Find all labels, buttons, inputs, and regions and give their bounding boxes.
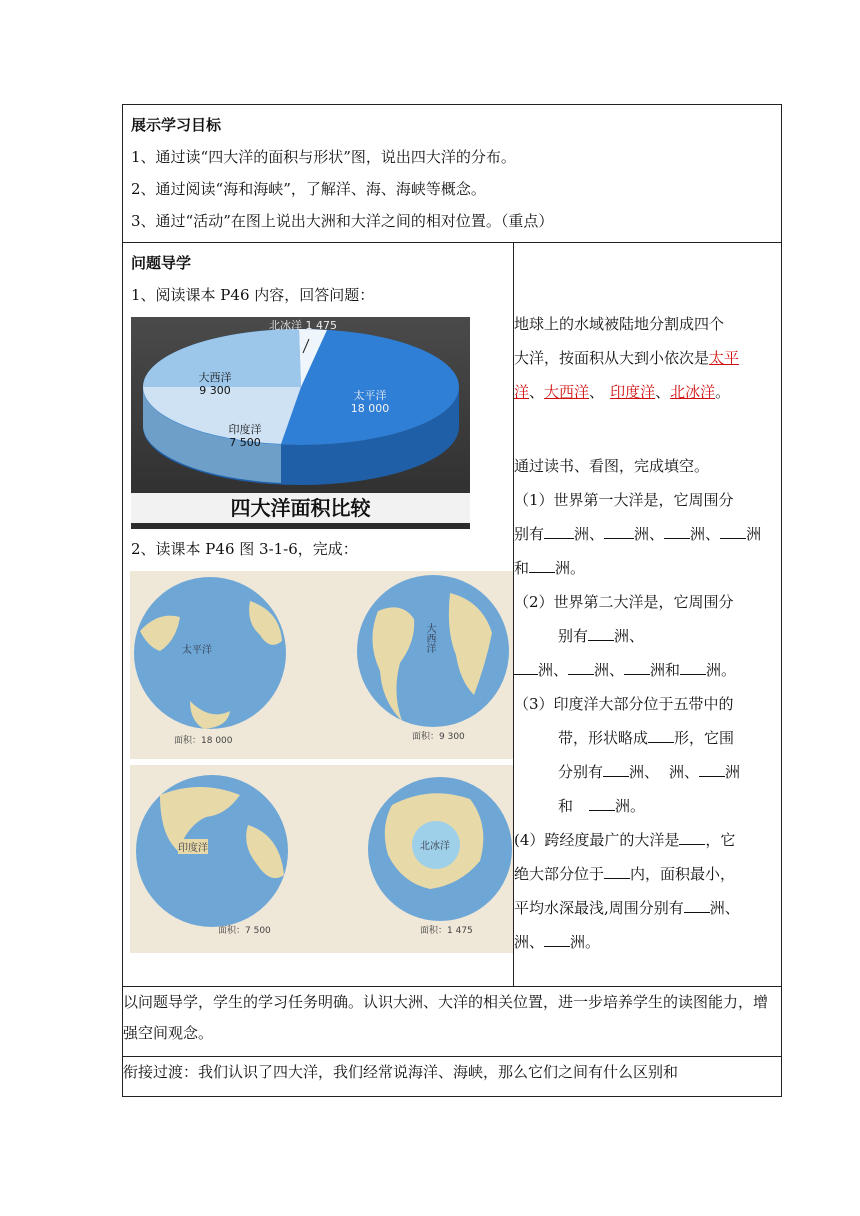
fill-blank	[603, 762, 629, 777]
fill-blank	[588, 626, 614, 641]
separator: 、	[589, 383, 605, 401]
q1-line-b	[514, 517, 781, 551]
answer-text: 洲。	[706, 661, 737, 679]
globe-label-pacific: 太平洋	[182, 645, 212, 656]
answer-text: 洲、	[634, 525, 665, 543]
q3-line-b	[514, 721, 781, 755]
pie-caption: 四大洋面积比较	[131, 493, 470, 523]
q2-line-c	[514, 653, 781, 687]
answer-text: 洲。	[570, 933, 601, 951]
pie-label-arctic: 北冰洋 1 475	[269, 319, 337, 332]
guide-question-2: 2、读课本 P46 图 3-1-6，完成：	[131, 540, 358, 558]
answer-panel-cell	[514, 243, 782, 987]
answer-text: 洲、	[690, 525, 721, 543]
answer-text: 别有	[514, 525, 545, 543]
fill-intro: 通过读书、看图，完成填空。	[514, 457, 710, 475]
ocean-area-pie-figure	[131, 317, 470, 529]
intro-text: 大洋，按面积从大到小依次是	[514, 349, 710, 367]
globe-label-atlantic: 大西洋	[424, 623, 435, 653]
answer-text: 洲。	[615, 797, 646, 815]
answer-text: 洲、	[538, 661, 569, 679]
answer-text: 洲	[746, 525, 762, 543]
answer-text: 洲、	[514, 933, 545, 951]
q3-line-c	[514, 755, 781, 789]
guide-title: 问题导学	[131, 254, 192, 272]
q3-line-a: （3）印度洋大部分位于五带中的	[514, 695, 734, 713]
pie-label-atlantic	[185, 371, 245, 397]
guide-cell	[123, 243, 514, 987]
pie-label-atlantic-name: 大西洋	[198, 371, 232, 384]
fill-blank	[720, 524, 746, 539]
globe-area-pacific: 面积：18 000	[174, 736, 233, 746]
answer-text: 内，面积最小，	[630, 865, 736, 883]
intro-line-3	[514, 375, 781, 409]
answer-text: 别有	[558, 627, 589, 645]
pie-label-pacific-name: 太平洋	[353, 389, 387, 402]
globe-area-arctic: 面积：1 475	[420, 926, 473, 936]
answer-text: 洲、	[709, 899, 740, 917]
answer-text: 洲、	[594, 661, 625, 679]
q4-line-c	[514, 891, 781, 925]
answer-text: 带，形状略成	[558, 729, 649, 747]
fill-blank	[544, 524, 574, 539]
pie-label-indian	[215, 423, 275, 449]
answer-text: 绝大部分位于	[514, 865, 605, 883]
fill-blank	[604, 864, 630, 879]
answer-text: 洲和	[650, 661, 681, 679]
fill-blank	[664, 524, 690, 539]
objectives-title: 展示学习目标	[131, 116, 222, 134]
lesson-plan-table	[122, 104, 782, 1097]
separator: 、	[529, 383, 545, 401]
pie-label-indian-name: 印度洋	[228, 423, 262, 436]
fill-blank	[624, 660, 650, 675]
answer-arctic: 北冰洋	[670, 383, 716, 401]
fill-blank	[679, 830, 705, 845]
summary-cell: 以问题导学，学生的学习任务明确。认识大洲、大洋的相关位置，进一步培养学生的读图能力，增强空间观念。	[123, 987, 782, 1057]
fill-blank	[529, 558, 555, 573]
globe-area-indian: 面积：7 500	[218, 926, 271, 936]
fill-blank	[699, 762, 725, 777]
fill-blank	[684, 898, 710, 913]
q1-line-c	[514, 551, 781, 585]
answer-text: 和	[558, 797, 574, 815]
answer-text: ，它	[705, 831, 736, 849]
q1-line-a: （1）世界第一大洋是，它周围分	[514, 491, 734, 509]
objectives-cell	[123, 105, 782, 243]
globe-maps-figure	[130, 571, 513, 953]
globe-indian-arctic-svg	[130, 765, 513, 945]
lesson-plan-page	[122, 104, 781, 1097]
fill-blank	[680, 660, 706, 675]
fill-blank	[568, 660, 594, 675]
objective-item-1: 1、通过读“四大洋的面积与形状”图，说出四大洋的分布。	[131, 148, 516, 166]
pie-label-atlantic-value: 9 300	[199, 384, 231, 397]
period: 。	[715, 383, 731, 401]
answer-text: 形，它围	[674, 729, 735, 747]
fill-blank	[514, 660, 538, 675]
answer-indian: 印度洋	[610, 383, 656, 401]
pie-label-pacific	[335, 389, 405, 415]
fill-blank	[589, 796, 615, 811]
answer-text: 洲、	[629, 763, 660, 781]
answer-text: 分别有	[558, 763, 604, 781]
transition-cell: 衔接过渡：我们认识了四大洋，我们经常说海洋、海峡，那么它们之间有什么区别和	[123, 1057, 782, 1097]
answer-text: 洲、	[614, 627, 645, 645]
fill-blank	[648, 728, 674, 743]
intro-line-1: 地球上的水域被陆地分割成四个	[514, 315, 725, 333]
answer-atlantic: 大西洋	[544, 383, 590, 401]
q2-line-b	[514, 619, 781, 653]
intro-line-2	[514, 341, 781, 375]
guide-question-1: 1、阅读课本 P46 内容，回答问题：	[131, 286, 375, 304]
globe-label-indian: 印度洋	[178, 839, 208, 854]
pie-label-pacific-value: 18 000	[350, 402, 390, 415]
objective-item-3: 3、通过“活动”在图上说出大洲和大洋之间的相对位置。（重点）	[131, 212, 554, 230]
q4-line-d	[514, 925, 781, 959]
answer-text: 平均水深最浅,周围分别有	[514, 899, 684, 917]
q4-line-a	[514, 823, 781, 857]
globe-area-atlantic: 面积：9 300	[412, 732, 465, 742]
objective-item-2: 2、通过阅读“海和海峡”，了解洋、海、海峡等概念。	[131, 180, 486, 198]
q3-line-d	[514, 789, 781, 823]
globe-map-row-1	[130, 571, 513, 759]
globe-label-arctic: 北冰洋	[420, 841, 450, 852]
pie-label-indian-value: 7 500	[229, 436, 261, 449]
answer-text: (4）跨经度最广的大洋是	[514, 831, 680, 849]
answer-text: 洲、	[669, 763, 700, 781]
globe-map-row-2	[130, 765, 513, 953]
q2-line-a: （2）世界第二大洋是，它周围分	[514, 593, 734, 611]
answer-text: 洲。	[555, 559, 586, 577]
separator: 、	[655, 383, 671, 401]
answer-pacific-part1: 太平	[709, 349, 740, 367]
fill-blank	[544, 932, 570, 947]
fill-blank	[604, 524, 634, 539]
q4-line-b	[514, 857, 781, 891]
answer-text: 洲、	[574, 525, 605, 543]
answer-pacific-part2: 洋	[514, 383, 530, 401]
answer-text: 和	[514, 559, 530, 577]
answer-text: 洲	[725, 763, 741, 781]
